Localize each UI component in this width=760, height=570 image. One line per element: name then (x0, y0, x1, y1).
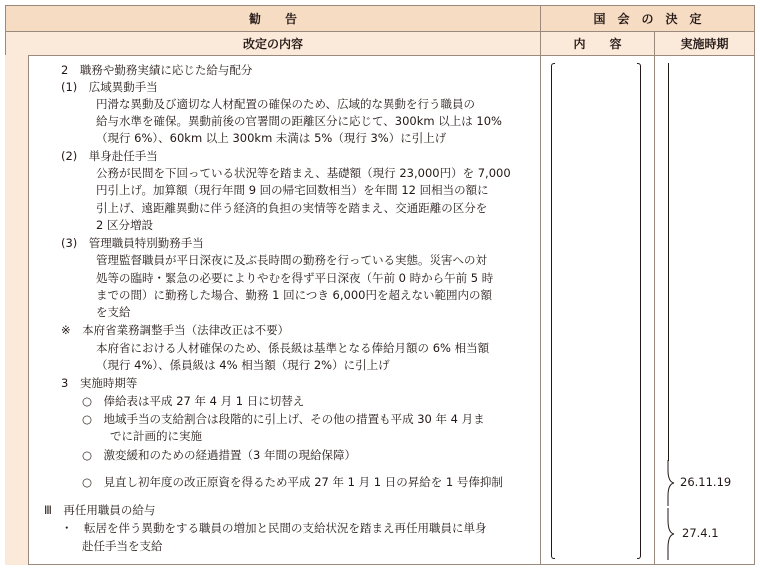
header-jisshi-jiki (654, 31, 755, 56)
line-text: までの間）に勤務した場合、勤務 1 回につき 6,000円を超えない範囲内の額 (96, 288, 492, 302)
date-2: 27.4.1 (682, 526, 719, 540)
line-1-heading: (1) 広域異動手当 (61, 80, 158, 94)
divider-naiyou-jiki (654, 55, 655, 565)
line-text: 赴任手当を支給 (82, 539, 163, 553)
line-bullet: ○ 俸給表は平成 27 年 4 月 1 日に切替え (82, 394, 305, 408)
header-kaitei-naiyou-label: 改定の内容 (242, 37, 303, 51)
header-kankoku (5, 5, 541, 32)
line-text: 円滑な異動及び適切な人材配置の確保のため、広域的な異動を行う職員の (96, 97, 476, 111)
date-brace-1 (662, 458, 676, 508)
line-text: を支給 (96, 305, 131, 319)
header-kankoku-label: 勧 告 (248, 12, 297, 26)
line-3-sub-heading: (3) 管理職員特別勤務手当 (61, 236, 204, 250)
line-text: （現行 4%）、係員級は 4% 相当額（現行 2%）に引上げ (96, 358, 390, 372)
line-section-3-heading: Ⅲ 再任用職員の給与 (44, 503, 156, 517)
date-brace-2 (662, 506, 676, 562)
header-kaitei-naiyou (5, 31, 541, 56)
line-text: 公務が民間を下回っている状況等を踏まえ、基礎額（現行 23,000円）を 7,000 (96, 166, 511, 180)
line-note-heading: ※ 本府省業務調整手当（法律改正は不要） (61, 323, 290, 337)
content-bracket-left (551, 63, 555, 559)
line-2-heading: 2 職務や勤務実績に応じた給与配分 (61, 63, 253, 77)
line-text: 処等の臨時・緊急の必要によりやむを得ず平日深夜（午前 0 時から午前 5 時 (96, 271, 494, 285)
line-bullet: ○ 地域手当の支給割合は段階的に引上げ、その他の措置も平成 30 年 4 月ま (82, 412, 485, 426)
left-margin-strip (5, 55, 29, 565)
line-text: 円引上げ。加算額（現行年間 9 回の帰宅回数相当）を年間 12 回相当の額に (96, 183, 489, 197)
date-brace-line-1 (668, 63, 669, 461)
line-bullet: ○ 激変緩和のための経過措置（3 年間の現給保障） (82, 448, 357, 462)
header-naiyou-label: 内 容 (573, 37, 622, 51)
line-3-heading: 3 実施時期等 (61, 376, 138, 390)
line-text: でに計画的に実施 (110, 429, 202, 443)
divider-kankoku-kokkai (540, 55, 541, 565)
header-jisshi-jiki-label: 実施時期 (680, 37, 729, 51)
line-dot-item: ・ 転居を伴う異動をする職員の増加と民間の支給状況を踏まえ再任用職員に単身 (61, 521, 487, 535)
line-text: 引上げ、遠距離異動に伴う経済的負担の実情等を踏まえ、交通距離の区分を (96, 201, 488, 215)
line-text: 管理監督職員が平日深夜に及ぶ長時間の勤務を行っている実態。災害への対 (96, 253, 487, 267)
header-kokkai (540, 5, 755, 32)
header-kokkai-label: 国 会 の 決 定 (593, 12, 702, 26)
content-bracket-right (637, 63, 641, 559)
date-1: 26.11.19 (680, 475, 732, 489)
line-bullet: ○ 見直し初年度の改正原資を得るため平成 27 年 1 月 1 日の昇給を 1 号俸抑制 (82, 475, 503, 489)
line-2-sub-heading: (2) 単身赴任手当 (61, 149, 158, 163)
line-text: 2 区分増設 (96, 218, 153, 232)
line-text: 本府省における人材確保のため、係長級は基準となる俸給月額の 6% 相当額 (96, 341, 490, 355)
line-text: 給与水準を確保。異動前後の官署間の距離区分に応じて、300km 以上は 10% (96, 114, 502, 128)
line-text: （現行 6%）、60km 以上 300km 未満は 5%（現行 3%）に引上げ (96, 131, 447, 145)
header-naiyou (540, 31, 655, 56)
